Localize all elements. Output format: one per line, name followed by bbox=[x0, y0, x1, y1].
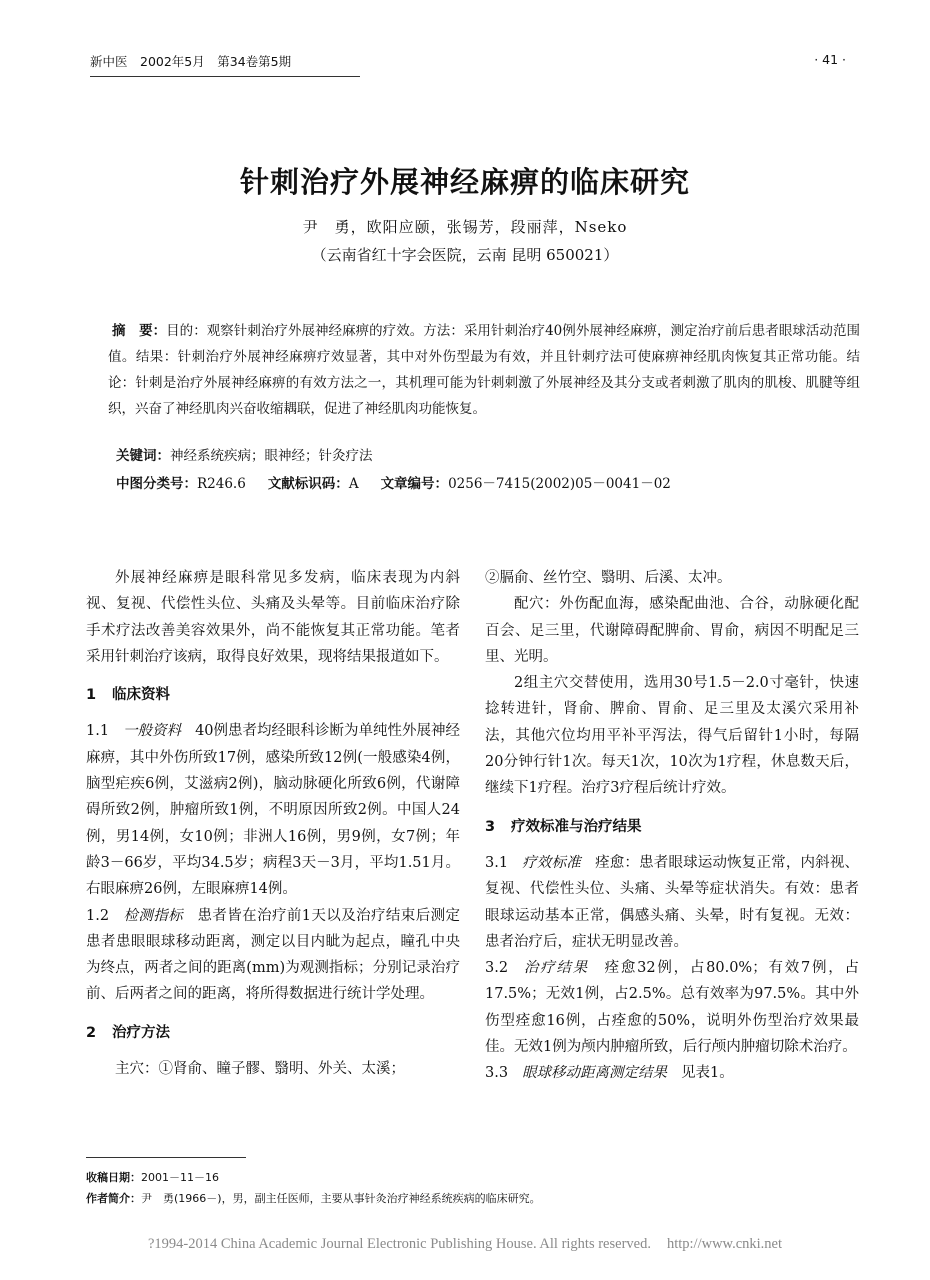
section-2-heading: 2 治疗方法 bbox=[86, 1024, 170, 1041]
paragraph-1-1: 1.1 一般资料 40例患者均经眼科诊断为单纯性外展神经麻痹，其中外伤所致17例，感染所致12例(一般感染4例，脑型疟疾6例，艾滋病2例)，脑动脉硬化所致6例，代谢障碍所致2例，肿瘤所致1例，不明原因所致2例。中国人24例，男14例，女10例；非洲人16例，男9例，女7例；年龄3－66岁，平均34.5岁；病程3天－3月，平均1.51月。右眼麻痹26例，左眼麻痹14例。 bbox=[86, 723, 461, 898]
abstract-text: 目的：观察针刺治疗外展神经麻痹的疗效。方法：采用针刺治疗40例外展神经麻痹，测定治疗前后患者眼球活动范围值。结果：针刺治疗外展神经麻痹疗效显著，其中对外伤型最为有效，并且针刺疗法可使麻痹神经肌肉恢复其正常功能。结论：针刺是治疗外展神经麻痹的有效方法之一，其机理可能为针刺刺激了外展神经及其分支或者刺激了肌肉的肌梭、肌腱等组织，兴奋了神经肌肉兴奋收缩耦联，促进了神经肌肉功能恢复。 bbox=[108, 323, 860, 417]
header-rule bbox=[90, 76, 360, 77]
classification-line bbox=[116, 472, 671, 492]
received-date-note: 收稿日期：2001－11－16 bbox=[86, 1171, 219, 1184]
copyright-watermark: ?1994-2014 China Academic Journal Electronic Publishing House. All rights reserved. http://www.cnki.net bbox=[147, 1236, 782, 1252]
intro-paragraph: 外展神经麻痹是眼科常见多发病，临床表现为内斜视、复视、代偿性头位、头痛及头晕等。目前临床治疗除手术疗法改善美容效果外，尚不能恢复其正常功能。笔者采用针刺治疗该病，取得良好效果，现将结果报道如下。 bbox=[86, 570, 460, 665]
method-paragraph: 2组主穴交替使用，选用30号1.5－2.0寸毫针，快速捻转进针，肾俞、脾俞、胃俞、足三里及太溪穴采用补法，其他穴位均用平补平泻法，得气后留针1小时，每隔20分钟行针1次。每天1次，10次为1疗程，休息数天后，继续下1疗程。治疗3疗程后统计疗效。 bbox=[485, 675, 859, 797]
main-points-paragraph: 主穴：①肾俞、瞳子髎、翳明、外关、太溪； bbox=[115, 1061, 405, 1078]
secondary-points-paragraph: 配穴：外伤配血海，感染配曲池、合谷，动脉硬化配百会、足三里，代谢障碍配脾俞、胃俞，病因不明配足三里、光明。 bbox=[485, 596, 859, 665]
keywords-label: 关键词： bbox=[116, 448, 170, 464]
clc-label: 中图分类号： bbox=[116, 476, 197, 492]
affiliation: （云南省红十字会医院，云南 昆明 650021） bbox=[311, 246, 619, 264]
paragraph-3-3: 3.3 眼球移动距离测定结果 见表1。 bbox=[485, 1065, 734, 1082]
section-3-heading: 3 疗效标准与治疗结果 bbox=[485, 818, 642, 835]
author-bio-note: 作者简介：尹 勇(1966－)，男，副主任医师，主要从事针灸治疗神经系统疾病的临床研究。 bbox=[86, 1192, 541, 1205]
journal-header: 新中医 2002年5月 第34卷第5期 bbox=[90, 54, 292, 69]
page-number: · 41 · bbox=[814, 52, 846, 67]
keywords bbox=[116, 444, 373, 464]
paragraph-1-2: 1.2 检测指标 患者皆在治疗前1天以及治疗结束后测定患者患眼眼球移动距离，测定以目内眦为起点，瞳孔中央为终点，两者之间的距离(mm)为观测指标；分别记录治疗前、后两者之间的距离，将所得数据进行统计学处理。 bbox=[86, 907, 461, 1003]
paragraph-3-2: 3.2 治疗结果 痊愈32例，占80.0%；有效7例，占17.5%；无效1例，占2.5%。总有效率为97.5%。其中外伤型痊愈16例，占痊愈的50%，说明外伤型治疗效果最佳。无效1例为颅内肿瘤所致，后行颅内肿瘤切除术治疗。 bbox=[485, 960, 859, 1056]
doc-code-label: 文献标识码： bbox=[267, 476, 349, 492]
article-number-label: 文章编号： bbox=[380, 476, 449, 492]
cnki-link[interactable]: http://www.cnki.net bbox=[666, 1236, 782, 1252]
paragraph-3-1: 3.1 疗效标准 痊愈：患者眼球运动恢复正常，内斜视、复视、代偿性头位、头痛、头晕等症状消失。有效：患者眼球运动基本正常，偶感头痛、头晕，时有复视。无效：患者治疗后，症状无明显改善。 bbox=[485, 854, 860, 950]
article-number-value: 0256－7415(2002)05－0041－02 bbox=[448, 476, 671, 492]
doc-code-value: A bbox=[348, 476, 359, 492]
footnote-rule bbox=[86, 1157, 246, 1158]
right-column bbox=[485, 565, 859, 1087]
clc-value: R246.6 bbox=[197, 476, 246, 492]
keywords-text: 神经系统疾病；眼神经；针灸疗法 bbox=[170, 448, 373, 464]
main-points-continued: ②膈俞、丝竹空、翳明、后溪、太冲。 bbox=[485, 570, 732, 586]
abstract bbox=[108, 318, 860, 422]
abstract-label: 摘 要： bbox=[112, 323, 167, 339]
article-title: 针刺治疗外展神经麻痹的临床研究 bbox=[239, 165, 690, 199]
section-1-heading: 1 临床资料 bbox=[86, 687, 170, 704]
authors: 尹 勇，欧阳应颐，张锡芳，段丽萍，Nseko bbox=[302, 218, 628, 236]
left-column bbox=[86, 565, 460, 1082]
